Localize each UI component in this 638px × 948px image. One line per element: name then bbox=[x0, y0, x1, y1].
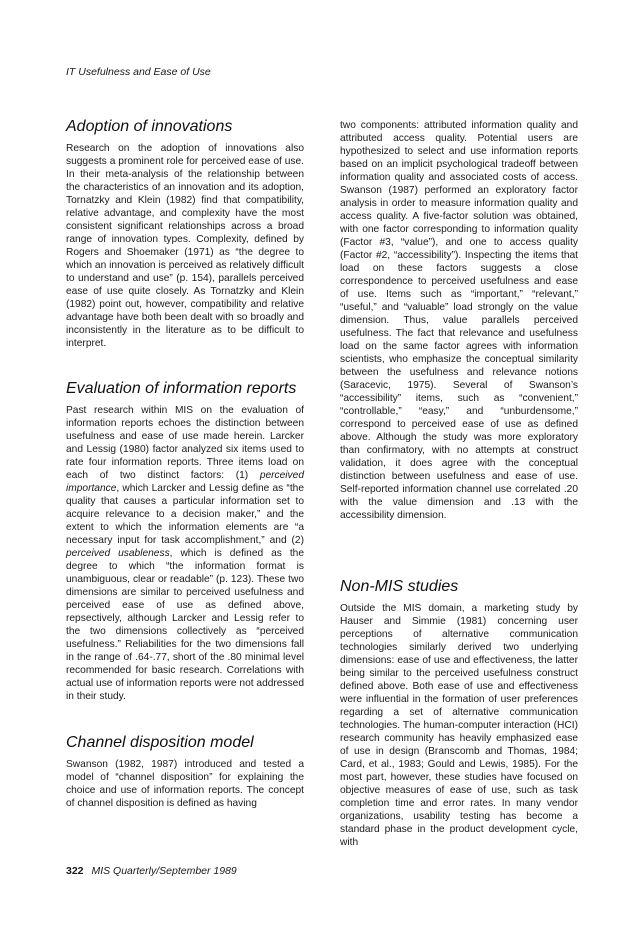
section-heading: Channel disposition model bbox=[66, 734, 254, 751]
section-heading: Adoption of innovations bbox=[66, 118, 233, 135]
section-adoption-of-innovations bbox=[66, 118, 304, 350]
emphasis-term: perceived usableness bbox=[66, 548, 170, 559]
left-column bbox=[66, 118, 304, 810]
section-heading: Evaluation of information reports bbox=[66, 380, 297, 397]
text-run: Past research within MIS on the evaluation of information reports echoes the distinction between usefulness and ease of use made herein. Larcker and Lessig (1980) factor analyzed six items used to rate four information reports. Three items load on each of two distinct factors: (1) bbox=[66, 405, 304, 481]
paragraph bbox=[66, 404, 304, 703]
section-evaluation-of-information-reports bbox=[66, 380, 304, 703]
section-heading: Non-MIS studies bbox=[340, 578, 459, 595]
page-footer bbox=[66, 865, 237, 877]
paragraph: Outside the MIS domain, a marketing study by Hauser and Simmie (1981) concerning user perceptions of alternative communication technologies similarly derived two underlying dimensions: ease of use and effectiveness, the latter being similar to the perceived usefulness construct defined above. Both ease of use and effectiveness were influential in the formation of user preferences regarding a set of alternative communication technologies. The human-computer interaction (HCI) research community has heavily emphasized ease of use in design (Branscomb and Thomas, 1984; Card, et al., 1983; Gould and Lewis, 1985). For the most part, however, these studies have focused on objective measures of ease of use, such as task completion time and error rates. In many vendor organizations, usability testing has become a standard phase in the product development cycle, with bbox=[340, 603, 578, 848]
emphasis-term: perceived importance bbox=[66, 470, 304, 494]
journal-citation: MIS Quarterly/September 1989 bbox=[91, 865, 237, 877]
paragraph: two components: attributed information quality and attributed access quality. Potential users are hypothesized to select and use information reports based on an implicit psychological tradeoff between information quality and associated costs of access. Swanson (1987) performed an exploratory factor analysis in order to measure information quality and access quality. A five-factor solution was obtained, with one factor corresponding to information quality (Factor #3, “value”), and one to access quality (Factor #2, “accessibility”). Inspecting the items that load on these factors suggests a close correspondence to perceived usefulness and ease of use. Items such as “important,” “relevant,” “useful,” and “valuable” load strongly on the value dimension. Thus, value parallels perceived usefulness. The fact that relevance and usefulness load on the same factor agrees with information scientists, who emphasize the conceptual similarity between the usefulness and relevance notions (Saracevic, 1975). Several of Swanson’s “accessibility” items, such as “convenient,” “controllable,” “easy,” and “unburdensome,” correspond to perceived ease of use as defined above. Although the study was more exploratory than confirmatory, with no attempts at construct validation, it does agree with the conceptual distinction between usefulness and ease of use. Self-reported information channel use correlated .20 with the value dimension and .13 with the accessibility dimension. bbox=[340, 120, 578, 521]
section-non-mis-studies bbox=[340, 578, 578, 849]
right-column bbox=[340, 119, 578, 849]
paragraph: Swanson (1982, 1987) introduced and tested a model of “channel disposition” for explaining the choice and use of information reports. The concept of channel disposition is defined as having bbox=[66, 759, 304, 809]
text-run: , which Larcker and Lessig define as “the quality that causes a particular information set to acquire relevance to a decision maker,” and the extent to which the information elements are “a necessary input for task accomplishment,” and (2) bbox=[66, 483, 304, 546]
text-run: , which is defined as the degree to which “the information format is unambiguous, clear or readable” (p. 123). These two dimensions are similar to perceived usefulness and perceived ease of use as defined above, repsectively, although Larcker and Lessig refer to the two dimensions collectively as “perceived usefulness.” Reliabilities for the two dimensions fall in the range of .64-.77, short of the .80 minimal level recommended for basic research. Correlations with actual use of information reports were not addressed in their study. bbox=[66, 548, 305, 702]
paragraph: Research on the adoption of innovations also suggests a prominent role for perceived ease of use. In their meta-analysis of the relationship between the characteristics of an innovation and its adoption, Tornatzky and Klein (1982) find that compatibility, relative advantage, and complexity have the most consistent significant relationships across a broad range of innovation types. Complexity, defined by Rogers and Shoemaker (1971) as “the degree to which an innovation is perceived as relatively difficult to understand and use” (p. 154), parallels perceived ease of use quite closely. As Tornatzky and Klein (1982) point out, however, compatibility and relative advantage have both been dealt with so broadly and inconsistently in the literature as to be difficult to interpret. bbox=[66, 143, 304, 349]
running-head: IT Usefulness and Ease of Use bbox=[66, 66, 211, 78]
section-channel-disposition-model bbox=[66, 734, 304, 810]
page-number: 322 bbox=[66, 865, 84, 877]
